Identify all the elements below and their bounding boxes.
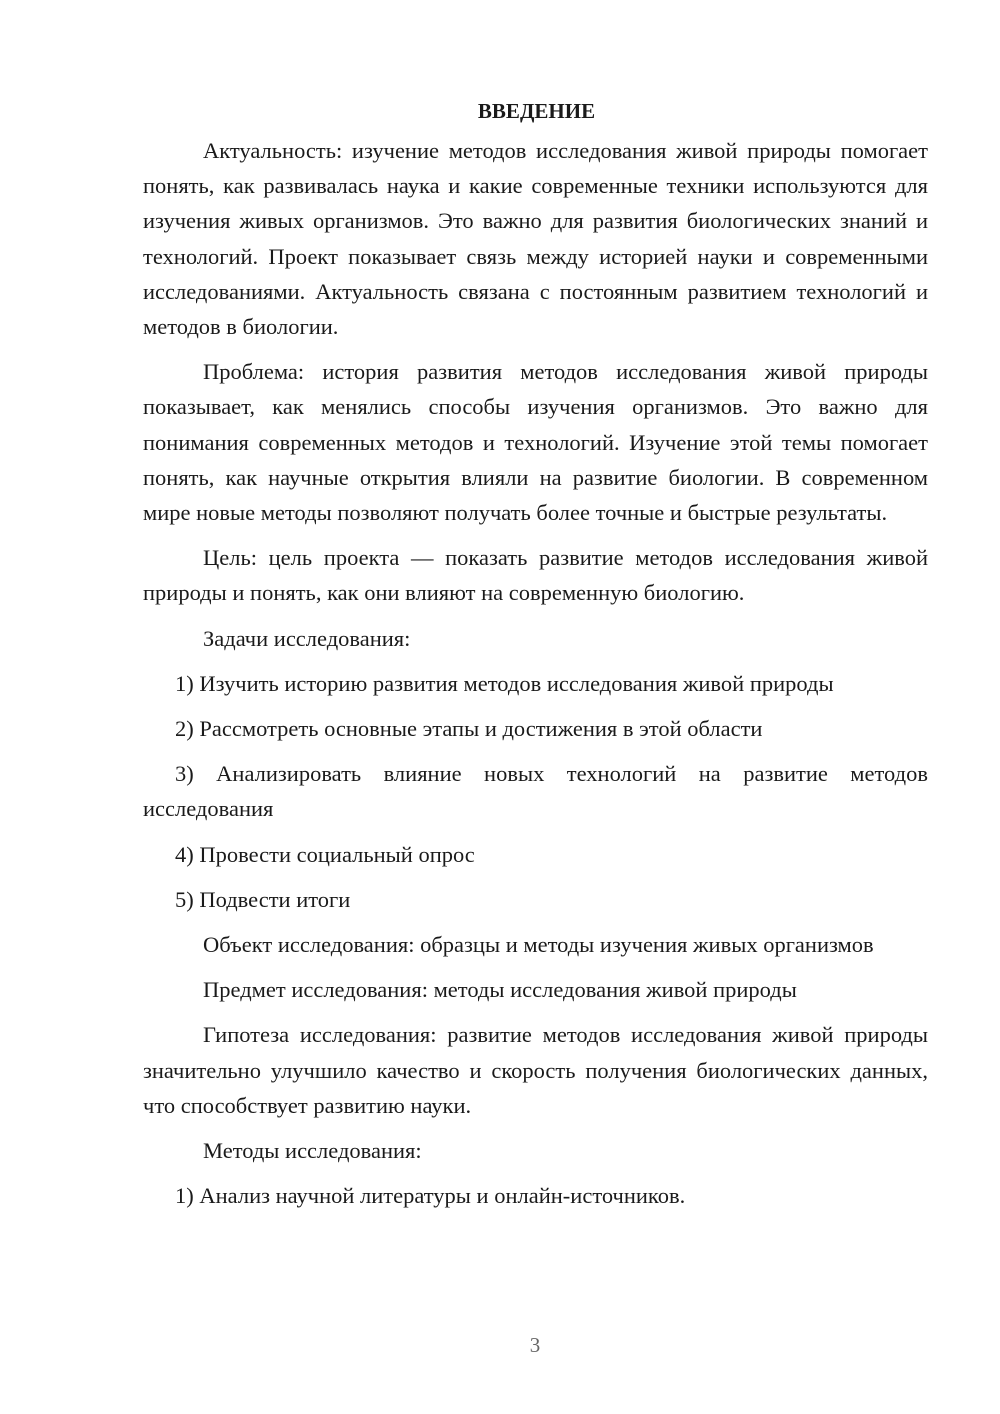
page-title: ВВЕДЕНИЕ <box>477 99 596 123</box>
paragraph-subject: Предмет исследования: методы исследования живой природы <box>203 977 797 1003</box>
paragraph-object: Объект исследования: образцы и методы изучения живых организмов <box>203 932 874 958</box>
methods-heading: Методы исследования: <box>203 1138 422 1164</box>
paragraph-relevance: Актуальность: изучение методов исследования живой природы помогает понять, как развивалась наука и какие современные техники используются для изучения живых организмов. Это важно для развития биологических знаний и технологий. Проект показывает связь между историей науки и современными исследованиями. Актуальность связана с постоянным развитием технологий и методов в биологии. <box>143 138 928 340</box>
task-item-5: 5) Подвести итоги <box>175 886 351 912</box>
paragraph-goal: Цель: цель проекта — показать развитие методов исследования живой природы и понять, как они влияют на современную биологию. <box>143 545 928 606</box>
paragraph-hypothesis: Гипотеза исследования: развитие методов исследования живой природы значительно улучшило качество и скорость получения биологических данных, что способствует развитию науки. <box>143 1022 928 1118</box>
paragraph-problem: Проблема: история развития методов исследования живой природы показывает, как менялись способы изучения организмов. Это важно для понимания современных методов и технологий. Изучение этой темы помогает понять, как научные открытия влияли на развитие биологии. В современном мире новые методы позволяют получать более точные и быстрые результаты. <box>143 359 928 526</box>
document-page <box>143 96 928 1223</box>
task-item-2: 2) Рассмотреть основные этапы и достижения в этой области <box>175 716 763 742</box>
page-number: 3 <box>529 1333 541 1357</box>
task-item-3: 3) Анализировать влияние новых технологий на развитие методов исследования <box>143 761 928 822</box>
tasks-heading: Задачи исследования: <box>203 625 411 651</box>
task-item-4: 4) Провести социальный опрос <box>175 841 475 867</box>
method-item-1: 1) Анализ научной литературы и онлайн-источников. <box>175 1183 686 1209</box>
task-item-1: 1) Изучить историю развития методов исследования живой природы <box>175 670 834 696</box>
